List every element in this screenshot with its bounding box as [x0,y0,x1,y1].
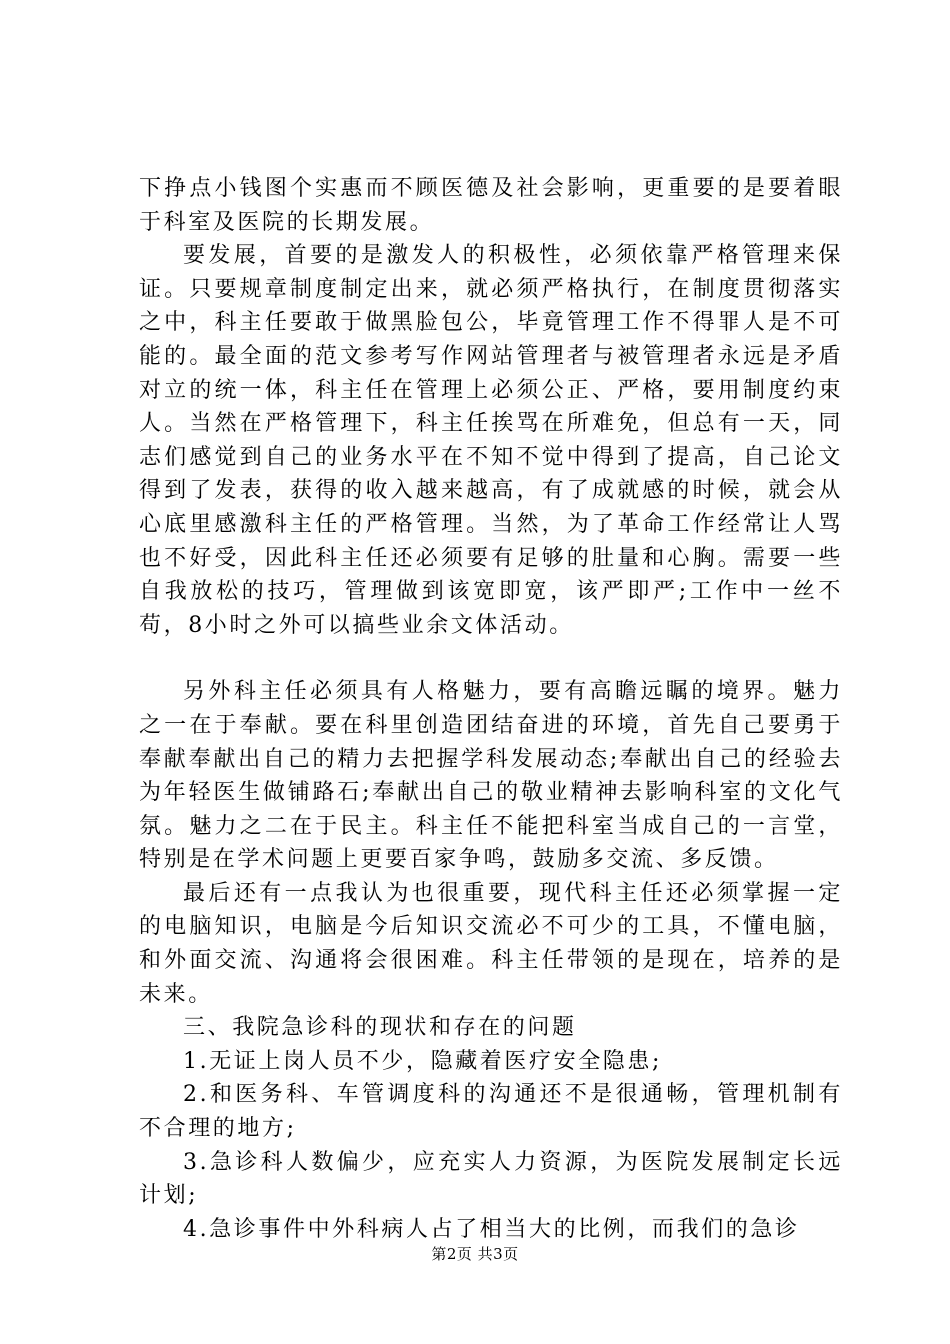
paragraph-continuation: 下挣点小钱图个实惠而不顾医德及社会影响，更重要的是要着眼于科室及医院的长期发展。 [139,176,843,235]
paragraph-strict-management: 要发展，首要的是激发人的积极性，必须依靠严格管理来保证。只要规章制度制定出来，就必须严格执行，在制度贯彻落实之中，科主任要敢于做黑脸包公，毕竟管理工作不得罪人是不可能的。最全面的范文参考写作网站管理者与被管理者永远是矛盾对立的统一体，科主任在管理上必须公正、严格，要用制度约束人。当然在严格管理下，科主任挨骂在所难免，但总有一天，同志们感觉到自己的业务水平在不知不觉中得到了提高，自己论文得到了发表，获得的收入越来越高，有了成就感的时候，就会从心底里感激科主任的严格管理。当然，为了革命工作经常让人骂也不好受，因此科主任还必须要有足够的肚量和心胸。需要一些自我放松的技巧，管理做到该宽即宽，该严即严;工作中一丝不苟，8小时之外可以搞些业余文体活动。 [139,243,843,638]
paragraph-computer-knowledge: 最后还有一点我认为也很重要，现代科主任还必须掌握一定的电脑知识，电脑是今后知识交流必不可少的工具，不懂电脑，和外面交流、沟通将会很困难。科主任带领的是现在，培养的是未来。 [139,880,843,1007]
page-number-footer: 第2页 共3页 [431,1245,519,1263]
section-heading-emergency-status: 三、我院急诊科的现状和存在的问题 [183,1015,577,1041]
paragraph-personal-charisma: 另外科主任必须具有人格魅力，要有高瞻远瞩的境界。魅力之一在于奉献。要在科里创造团结奋进的环境，首先自己要勇于奉献奉献出自己的精力去把握学科发展动态;奉献出自己的经验去为年轻医生做铺路石;奉献出自己的敬业精神去影响科室的文化气氛。魅力之二在于民主。科主任不能把科室当成自己的一言堂，特别是在学术问题上更要百家争鸣，鼓励多交流、多反馈。 [139,679,843,873]
list-item-1: 1.无证上岗人员不少，隐藏着医疗安全隐患; [183,1048,663,1074]
document-body [139,172,843,1246]
list-item-2: 2.和医务科、车管调度科的沟通还不是很通畅，管理机制有不合理的地方; [139,1082,843,1142]
list-item-4: 4.急诊事件中外科病人占了相当大的比例，而我们的急诊 [183,1216,800,1242]
list-item-3: 3.急诊科人数偏少，应充实人力资源，为医院发展制定长远计划; [139,1149,843,1209]
